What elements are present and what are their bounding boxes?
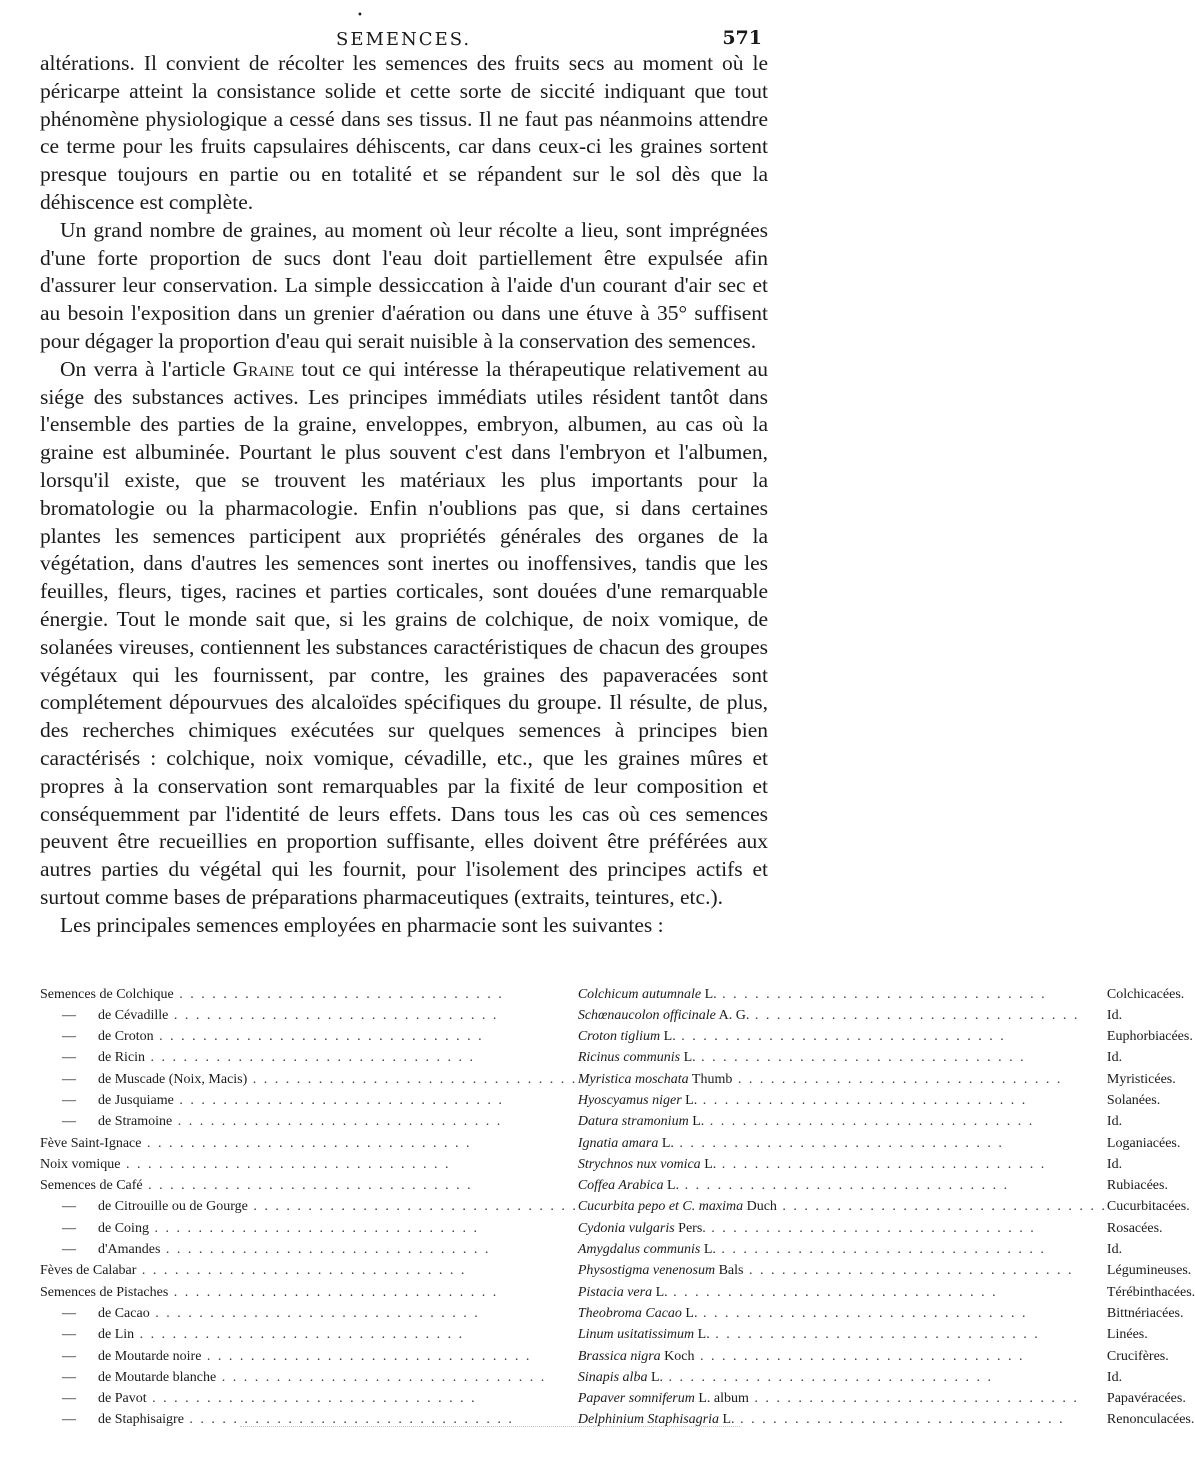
- species-author: L.: [685, 1092, 698, 1108]
- seed-name-cell: [40, 1327, 578, 1348]
- table-row: [40, 1327, 1195, 1348]
- seed-name: de Moutarde blanche: [98, 1369, 217, 1385]
- species-name: Datura stramonium: [577, 1114, 689, 1130]
- leader-dots: . . . . . . . . . . . . . . . . . . . . . . . . . . . . . .: [168, 1007, 499, 1023]
- species-author: L.: [663, 1029, 676, 1045]
- species-name: Myristica moschata: [577, 1071, 689, 1087]
- species-name: Croton tiglium: [577, 1029, 661, 1045]
- species-author: L.: [667, 1178, 680, 1194]
- seed-name-cell: [40, 1391, 578, 1412]
- species-cell: [578, 1114, 1107, 1135]
- species-name: Ignatia amara: [577, 1135, 659, 1151]
- table-row: [40, 1029, 1195, 1050]
- seed-name: de Cévadille: [98, 1007, 169, 1023]
- species-cell: [578, 1050, 1107, 1071]
- paragraph-2: Un grand nombre de graines, au moment où leur récolte a lieu, sont imprégnées d'une forte proportion de sucs dont l'eau doit partiellement être expulsée afin d'assurer leur conservation. La simple dessiccation à l'aide d'un courant d'air sec et au besoin l'exposition dans un grenier d'aération ou dans une étuve à 35° suffisent pour dégager la proportion d'eau qui serait nuisible à la conservation des semences.: [40, 217, 768, 353]
- leader-dots: . . . . . . . . . . . . . . . . . . . . . . . . . . . . . .: [663, 1369, 994, 1385]
- seed-name: d'Amandes: [98, 1242, 161, 1258]
- species-author: L. album: [698, 1391, 749, 1407]
- species-name: Cucurbita pepo et C. maxima: [577, 1199, 744, 1215]
- leader-dots: . . . . . . . . . . . . . . . . . . . . . . . . . . . . . .: [716, 986, 1047, 1002]
- species-cell: [578, 1072, 1107, 1093]
- species-author: A. G.: [718, 1007, 750, 1023]
- ditto-dash: —: [62, 1092, 76, 1108]
- leader-dots: . . . . . . . . . . . . . . . . . . . . . . . . . . . . . .: [173, 1092, 504, 1108]
- table-row: [40, 1072, 1195, 1093]
- family-cell: Colchicacées.: [1106, 986, 1185, 1002]
- family-cell: Loganiacées.: [1106, 1135, 1181, 1151]
- family-cell: Rubiacées.: [1106, 1178, 1168, 1194]
- species-cell: [578, 1178, 1107, 1199]
- table-row: [40, 1391, 1195, 1412]
- ditto-dash: —: [62, 1327, 76, 1343]
- leader-dots: . . . . . . . . . . . . . . . . . . . . . . . . . . . . . .: [183, 1412, 514, 1428]
- leader-dots: . . . . . . . . . . . . . . . . . . . . . . . . . . . . . .: [173, 986, 504, 1002]
- leader-dots: . . . . . . . . . . . . . . . . . . . . . . . . . . . . . .: [120, 1156, 451, 1172]
- paragraph-3: [40, 356, 768, 912]
- leader-dots: . . . . . . . . . . . . . . . . . . . . . . . . . . . . . .: [247, 1199, 578, 1215]
- leader-dots: . . . . . . . . . . . . . . . . . . . . . . . . . . . . . .: [146, 1391, 477, 1407]
- table-row: [40, 1221, 1195, 1242]
- species-author: L.: [704, 1156, 717, 1172]
- seed-name: de Moutarde noire: [98, 1348, 202, 1364]
- seed-name: Semences de Pistaches: [40, 1284, 169, 1300]
- seed-name-cell: [40, 1072, 578, 1093]
- species-author: Pers.: [678, 1220, 706, 1236]
- leader-dots: . . . . . . . . . . . . . . . . . . . . . . . . . . . . . .: [134, 1327, 465, 1343]
- seed-name-cell: [40, 1263, 578, 1284]
- body-text: [40, 50, 768, 940]
- species-cell: [578, 1370, 1107, 1391]
- species-name: Hyoscyamus niger: [577, 1092, 682, 1108]
- seed-name: de Staphisaigre: [98, 1412, 184, 1428]
- species-name: Linum usitatissimum: [577, 1327, 695, 1343]
- species-name: Colchicum autumnale: [577, 986, 702, 1002]
- species-name: Papaver somniferum: [577, 1391, 695, 1407]
- species-name: Amygdalus communis: [577, 1242, 701, 1258]
- family-cell: Id.: [1106, 1050, 1123, 1066]
- species-author: L.: [722, 1412, 735, 1428]
- running-title: SEMENCES.: [336, 29, 472, 50]
- family-cell: Légumineuses.: [1106, 1263, 1192, 1279]
- seed-name: de Ricin: [98, 1050, 146, 1066]
- seed-name: de Coing: [98, 1220, 149, 1236]
- table-row: [40, 1199, 1195, 1220]
- species-cell: [578, 1008, 1107, 1029]
- species-name: Strychnos nux vomica: [577, 1156, 701, 1172]
- ditto-dash: —: [62, 1071, 76, 1087]
- species-name: Brassica nigra: [577, 1348, 661, 1364]
- leader-dots: . . . . . . . . . . . . . . . . . . . . . . . . . . . . . .: [709, 1327, 1040, 1343]
- seed-name: de Lin: [98, 1327, 135, 1343]
- ditto-dash: —: [62, 1305, 76, 1321]
- species-name: Schœnaucolon officinale: [577, 1007, 716, 1023]
- species-cell: [578, 1306, 1107, 1327]
- family-cell: Bittnériacées.: [1106, 1305, 1184, 1321]
- leader-dots: . . . . . . . . . . . . . . . . . . . . . . . . . . . . . .: [776, 1199, 1107, 1215]
- family-cell: Renonculacées.: [1106, 1412, 1195, 1428]
- seed-name: Noix vomique: [40, 1156, 121, 1172]
- leader-dots: . . . . . . . . . . . . . . . . . . . . . . . . . . . . . .: [153, 1029, 484, 1045]
- table-row: [40, 1306, 1195, 1327]
- seeds-table-body: [40, 987, 1195, 1434]
- seed-name: de Croton: [98, 1029, 154, 1045]
- seed-name-cell: [40, 1050, 578, 1071]
- leader-dots: . . . . . . . . . . . . . . . . . . . . . . . . . . . . . .: [679, 1178, 1010, 1194]
- leader-dots: . . . . . . . . . . . . . . . . . . . . . . . . . . . . . .: [673, 1135, 1004, 1151]
- species-author: Thumb: [691, 1071, 733, 1087]
- scan-mark: •: [357, 10, 363, 21]
- seed-name: Fève Saint-Ignace: [40, 1135, 142, 1151]
- species-name: Coffea Arabica: [577, 1178, 664, 1194]
- species-cell: [578, 1199, 1107, 1220]
- family-cell: Papavéracées.: [1106, 1391, 1186, 1407]
- seed-name: de Citrouille ou de Gourge: [98, 1199, 248, 1215]
- seed-name-cell: [40, 1306, 578, 1327]
- table-row: [40, 1114, 1195, 1135]
- leader-dots: . . . . . . . . . . . . . . . . . . . . . . . . . . . . . .: [732, 1071, 1063, 1087]
- species-cell: [578, 1093, 1107, 1114]
- leader-dots: . . . . . . . . . . . . . . . . . . . . . . . . . . . . . .: [705, 1220, 1036, 1236]
- table-row: [40, 1242, 1195, 1263]
- ditto-dash: —: [62, 1242, 76, 1258]
- leader-dots: . . . . . . . . . . . . . . . . . . . . . . . . . . . . . .: [749, 1007, 1080, 1023]
- seed-name-cell: [40, 1349, 578, 1370]
- ditto-dash: —: [62, 1220, 76, 1236]
- table-row: [40, 1412, 1195, 1433]
- seed-name-cell: [40, 1285, 578, 1306]
- seed-name-cell: [40, 1029, 578, 1050]
- species-author: Bals: [718, 1263, 744, 1279]
- species-author: L.: [683, 1050, 696, 1066]
- page: [40, 0, 1195, 1434]
- seed-name: Semences de Café: [40, 1178, 143, 1194]
- species-cell: [578, 1029, 1107, 1050]
- seed-name-cell: [40, 1178, 578, 1199]
- species-cell: [578, 1391, 1107, 1412]
- family-cell: Id.: [1106, 1007, 1123, 1023]
- running-header: [40, 0, 768, 50]
- family-cell: Cucurbitacées.: [1106, 1199, 1190, 1215]
- seed-name: de Jusquiame: [98, 1092, 174, 1108]
- ditto-dash: —: [62, 1007, 76, 1023]
- paragraph-4: Les principales semences employées en pharmacie sont les suivantes :: [60, 912, 664, 937]
- species-cell: [578, 1285, 1107, 1306]
- seed-name-cell: [40, 1370, 578, 1391]
- leader-dots: . . . . . . . . . . . . . . . . . . . . . . . . . . . . . .: [142, 1178, 473, 1194]
- ditto-dash: —: [62, 1369, 76, 1385]
- paragraph-1: altérations. Il convient de récolter les semences des fruits secs au moment où le péricarpe atteint la consistance solide et cette sorte de siccité indiquant que tout phénomène physiologique a cessé dans ses tissus. Il ne faut pas néanmoins attendre ce terme pour les fruits capsulaires déhiscents, car dans ceux-ci les graines sortent presque toujours en partie ou en totalité et se répandent sur le sol dès que la déhiscence est complète.: [40, 51, 768, 214]
- table-row: [40, 1263, 1195, 1284]
- leader-dots: . . . . . . . . . . . . . . . . . . . . . . . . . . . . . .: [715, 1242, 1046, 1258]
- leader-dots: . . . . . . . . . . . . . . . . . . . . . . . . . . . . . .: [216, 1369, 547, 1385]
- species-author: L.: [655, 1284, 668, 1300]
- table-row: [40, 1349, 1195, 1370]
- family-cell: Rosacées.: [1106, 1220, 1163, 1236]
- species-author: L.: [650, 1369, 664, 1385]
- family-cell: Id.: [1106, 1369, 1123, 1385]
- leader-dots: . . . . . . . . . . . . . . . . . . . . . . . . . . . . . .: [743, 1263, 1074, 1279]
- species-cell: [578, 1349, 1107, 1370]
- species-cell: [578, 1136, 1107, 1157]
- leader-dots: . . . . . . . . . . . . . . . . . . . . . . . . . . . . . .: [145, 1050, 476, 1066]
- leader-dots: . . . . . . . . . . . . . . . . . . . . . . . . . . . . . .: [675, 1029, 1006, 1045]
- seed-name: de Pavot: [98, 1391, 147, 1407]
- species-cell: [578, 1263, 1107, 1284]
- ditto-dash: —: [62, 1391, 76, 1407]
- species-author: L.: [703, 1242, 716, 1258]
- seed-name: de Cacao: [98, 1305, 150, 1321]
- family-cell: Id.: [1106, 1242, 1123, 1258]
- species-cell: [578, 1412, 1107, 1433]
- seed-name-cell: [40, 1199, 578, 1220]
- family-cell: Euphorbiacées.: [1106, 1029, 1193, 1045]
- table-row: [40, 1285, 1195, 1306]
- seed-name: Fèves de Calabar: [40, 1263, 137, 1279]
- leader-dots: . . . . . . . . . . . . . . . . . . . . . . . . . . . . . .: [160, 1242, 491, 1258]
- seed-name: de Muscade (Noix, Macis): [98, 1071, 248, 1087]
- family-cell: Térébinthacées.: [1106, 1284, 1195, 1300]
- seed-name-cell: [40, 1008, 578, 1029]
- species-author: L.: [685, 1305, 698, 1321]
- species-name: Theobroma Cacao: [577, 1305, 682, 1321]
- seed-name-cell: [40, 1242, 578, 1263]
- species-author: L.: [661, 1135, 674, 1151]
- species-author: L.: [697, 1327, 710, 1343]
- seed-name-cell: [40, 987, 578, 1008]
- table-row: [40, 1178, 1195, 1199]
- species-cell: [578, 1157, 1107, 1178]
- species-name: Pistacia vera: [577, 1284, 653, 1300]
- leader-dots: . . . . . . . . . . . . . . . . . . . . . . . . . . . . . .: [136, 1263, 467, 1279]
- seed-name-cell: [40, 1412, 578, 1433]
- ditto-dash: —: [62, 1050, 76, 1066]
- ditto-dash: —: [62, 1114, 76, 1130]
- table-row: [40, 987, 1195, 1008]
- table-row: [40, 1157, 1195, 1178]
- table-row: [40, 1136, 1195, 1157]
- ditto-dash: —: [62, 1412, 76, 1428]
- seed-name: Semences de Colchique: [40, 986, 174, 1002]
- leader-dots: . . . . . . . . . . . . . . . . . . . . . . . . . . . . . .: [748, 1391, 1079, 1407]
- page-number: 571: [722, 27, 762, 49]
- species-author: L.: [692, 1114, 705, 1130]
- species-cell: [578, 1221, 1107, 1242]
- seed-name-cell: [40, 1157, 578, 1178]
- seed-name-cell: [40, 1093, 578, 1114]
- species-name: Cydonia vulgaris: [577, 1220, 675, 1236]
- species-name: Sinapis alba: [577, 1369, 648, 1385]
- seed-name-cell: [40, 1221, 578, 1242]
- table-row: [40, 1008, 1195, 1029]
- article-reference: Graine: [232, 356, 295, 381]
- paragraph-3-rest: tout ce qui intéresse la thérapeutique relativement au siége des substances actives. Les principes immédiats utiles résident tantôt dans l'ensemble des parties de la graine, enveloppes, embryon, albumen, au cas où la graine est albuminée. Pourtant le plus souvent c'est dans l'embryon et l'albumen, lorsqu'il existe, que se trouvent les matériaux les plus importants pour la bromatologie ou la pharmacologie. Enfin n'oublions pas que, si dans certaines plantes les semences participent aux propriétés générales des organes de la végétation, dans d'autres les semences sont inertes ou inoffensives, tandis que les feuilles, fleurs, tiges, racines et parties corticales, sont douées d'une remarquable énergie. Tout le monde sait que, si les grains de colchique, de noix vomique, de solanées vireuses, contiennent les substances caractéristiques de chacun des groupes végétaux qui les fournissent, par contre, les graines des papaveracées sont complétement dépourvues des alcaloïdes spécifiques du groupe. Il résulte, de plus, des recherches chimiques exécutées sur quelques semences à principes bien caractérisés : colchique, noix vomique, cévadille, etc., que les graines mûres et propres à la conservation sont remarquables par la fixité de leur composition et conséquemment par l'identité de leurs effets. Dans tous les cas où ces semences peuvent être recueillies en proportion suffisante, elles doivent être préférées aux autres parties du végétal qui les fournit, pour l'isolement des principes actifs et surtout comme bases de préparations pharmaceutiques (extraits, teintures, etc.).: [40, 356, 769, 909]
- species-name: Ricinus communis: [577, 1050, 681, 1066]
- table-row: [40, 1093, 1195, 1114]
- scan-artifact: [240, 1426, 740, 1427]
- ditto-dash: —: [62, 1029, 76, 1045]
- leader-dots: . . . . . . . . . . . . . . . . . . . . . . . . . . . . . .: [704, 1114, 1035, 1130]
- paragraph-3-start: On verra à l'article: [60, 356, 233, 381]
- table-row: [40, 1050, 1195, 1071]
- seeds-table: [40, 987, 1195, 1434]
- leader-dots: . . . . . . . . . . . . . . . . . . . . . . . . . . . . . .: [697, 1092, 1028, 1108]
- species-cell: [578, 1242, 1107, 1263]
- family-cell: Id.: [1106, 1156, 1123, 1172]
- seed-name-cell: [40, 1136, 578, 1157]
- species-cell: [578, 1327, 1107, 1348]
- leader-dots: . . . . . . . . . . . . . . . . . . . . . . . . . . . . . .: [201, 1348, 532, 1364]
- species-author: L.: [704, 986, 717, 1002]
- seed-name: de Stramoine: [98, 1114, 173, 1130]
- leader-dots: . . . . . . . . . . . . . . . . . . . . . . . . . . . . . .: [695, 1050, 1026, 1066]
- ditto-dash: —: [62, 1348, 76, 1364]
- leader-dots: . . . . . . . . . . . . . . . . . . . . . . . . . . . . . .: [716, 1156, 1047, 1172]
- species-cell: [578, 987, 1107, 1008]
- leader-dots: . . . . . . . . . . . . . . . . . . . . . . . . . . . . . .: [694, 1348, 1025, 1364]
- leader-dots: . . . . . . . . . . . . . . . . . . . . . . . . . . . . . .: [168, 1284, 499, 1300]
- leader-dots: . . . . . . . . . . . . . . . . . . . . . . . . . . . . . .: [697, 1305, 1028, 1321]
- species-name: Physostigma venenosum: [577, 1263, 716, 1279]
- seed-name-cell: [40, 1114, 578, 1135]
- species-author: Koch: [664, 1348, 695, 1364]
- family-cell: Id.: [1106, 1114, 1123, 1130]
- species-name: Delphinium Staphisagria: [577, 1412, 719, 1428]
- leader-dots: . . . . . . . . . . . . . . . . . . . . . . . . . . . . . .: [247, 1071, 578, 1087]
- leader-dots: . . . . . . . . . . . . . . . . . . . . . . . . . . . . . .: [172, 1114, 503, 1130]
- leader-dots: . . . . . . . . . . . . . . . . . . . . . . . . . . . . . .: [734, 1412, 1065, 1428]
- family-cell: Crucifères.: [1106, 1348, 1169, 1364]
- table-row: [40, 1370, 1195, 1391]
- leader-dots: . . . . . . . . . . . . . . . . . . . . . . . . . . . . . .: [148, 1220, 479, 1236]
- leader-dots: . . . . . . . . . . . . . . . . . . . . . . . . . . . . . .: [149, 1305, 480, 1321]
- family-cell: Solanées.: [1106, 1092, 1161, 1108]
- family-cell: Myristicées.: [1106, 1071, 1176, 1087]
- leader-dots: . . . . . . . . . . . . . . . . . . . . . . . . . . . . . .: [141, 1135, 472, 1151]
- leader-dots: . . . . . . . . . . . . . . . . . . . . . . . . . . . . . .: [667, 1284, 998, 1300]
- ditto-dash: —: [62, 1199, 76, 1215]
- family-cell: Linées.: [1106, 1327, 1148, 1343]
- species-author: Duch: [746, 1199, 777, 1215]
